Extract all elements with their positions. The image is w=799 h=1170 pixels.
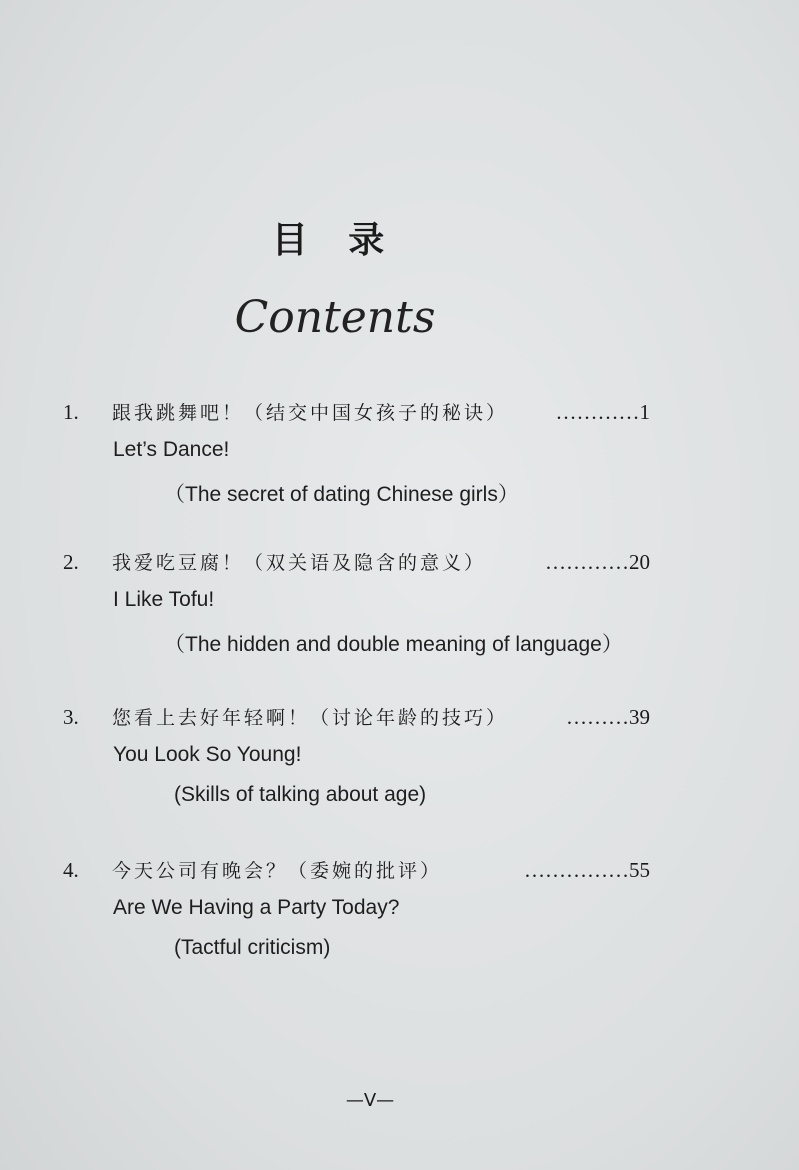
toc-entry-page (545, 550, 650, 575)
toc-entry-heading (0, 398, 799, 430)
page-title-cn: 目 录 (271, 220, 399, 261)
toc-entry-page (556, 400, 651, 425)
toc-leader-dots: …………… (524, 858, 629, 882)
toc-entry-subtitle-en: (Tactful criticism) (174, 936, 331, 959)
toc-entry-title-en: I Like Tofu! (113, 588, 215, 611)
toc-entry-page (524, 858, 650, 883)
toc-entry-number: 4. (63, 858, 79, 882)
toc-entry-title-cn: 今天公司有晚会？（委婉的批评） (112, 860, 443, 882)
toc-entry-subtitle-en: （The secret of dating Chinese girls） (164, 483, 519, 506)
toc-entry-title-en: You Look So Young! (113, 743, 302, 766)
toc-leader-dots: ……… (566, 705, 629, 729)
toc-entry-heading (0, 548, 799, 580)
toc-entry-title-cn: 我爱吃豆腐！（双关语及隐含的意义） (112, 552, 487, 574)
toc-leader-dots: ………… (545, 550, 629, 574)
toc-entry-heading (0, 703, 799, 735)
toc-page-number: 39 (629, 705, 650, 729)
page-number-footer: —V— (345, 1090, 395, 1111)
toc-entry-number: 3. (63, 705, 79, 729)
toc-page-number: 55 (629, 858, 650, 882)
toc-leader-dots: ………… (555, 400, 640, 424)
toc-entry-number: 2. (63, 550, 79, 574)
toc-entry-title-cn: 您看上去好年轻啊！（讨论年龄的技巧） (112, 707, 509, 729)
toc-entry-page (566, 705, 650, 730)
toc-entry-title-en: Let’s Dance! (113, 438, 230, 461)
toc-entry-number: 1. (63, 400, 79, 424)
page-title-en: Contents (234, 292, 436, 343)
toc-entry-heading (0, 856, 799, 888)
toc-entry-title-en: Are We Having a Party Today? (113, 896, 400, 919)
toc-entry-subtitle-en: (Skills of talking about age) (174, 783, 427, 806)
toc-page-number: 20 (629, 550, 650, 574)
toc-entry-subtitle-en: （The hidden and double meaning of language） (164, 633, 623, 656)
toc-entry-title-cn: 跟我跳舞吧！（结交中国女孩子的秘诀） (112, 402, 509, 424)
toc-page-number: 1 (639, 400, 650, 424)
